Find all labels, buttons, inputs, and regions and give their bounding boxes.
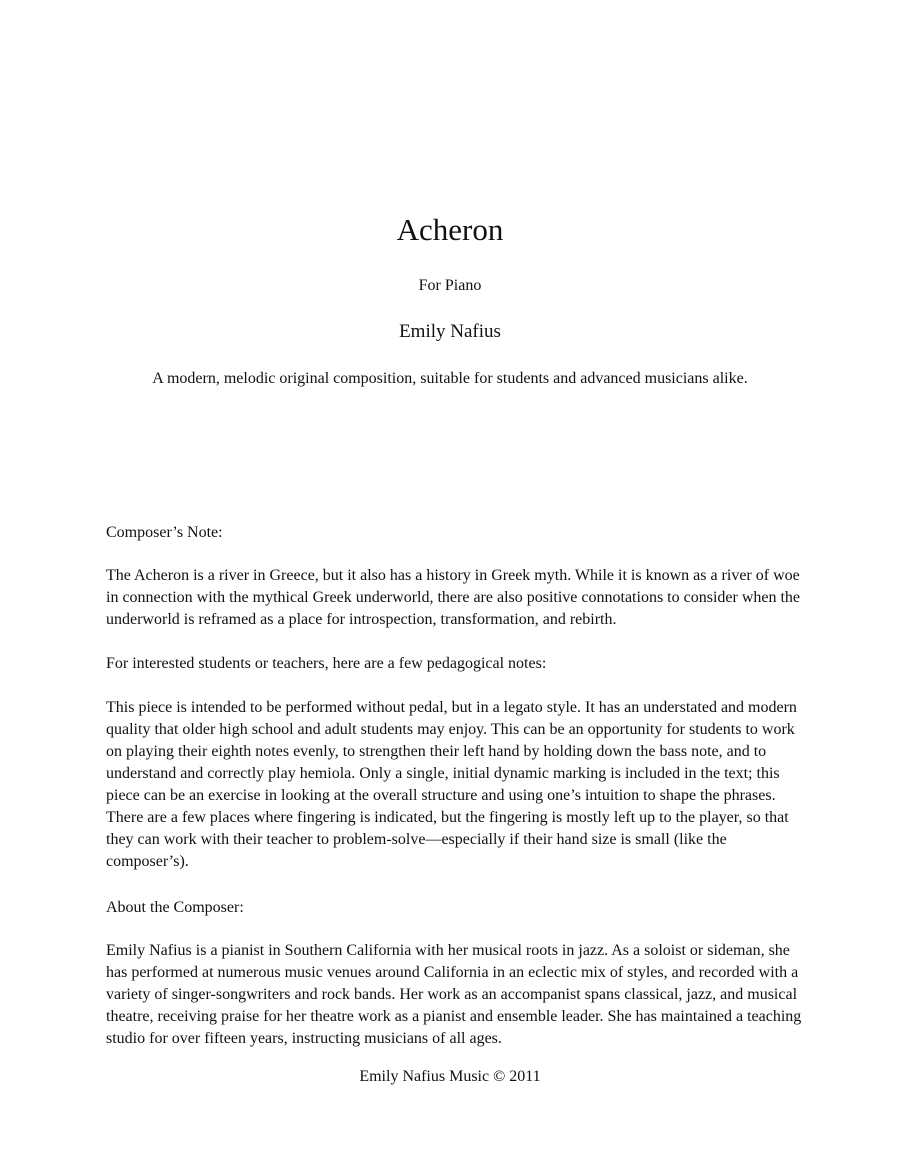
tagline: A modern, melodic original composition, suitable for students and advanced musicians alike. xyxy=(152,370,748,387)
acheron-paragraph-text: The Acheron is a river in Greece, but it also has a history in Greek myth. While it is known as a river of woe in connection with the mythical Greek underworld, there are also positive connotations to consider when the underworld is reframed as a place for introspection, transformation, and rebirth. xyxy=(106,567,801,628)
acheron-paragraph xyxy=(106,565,806,631)
composer-name: Emily Nafius xyxy=(399,321,501,342)
pedagogy-intro xyxy=(106,653,806,675)
about-composer-heading-text: About the Composer: xyxy=(106,899,244,916)
about-composer-paragraph xyxy=(106,940,806,1050)
copyright-footer: Emily Nafius Music © 2011 xyxy=(359,1068,541,1085)
pedagogy-paragraph-text: This piece is intended to be performed without pedal, but in a legato style. It has an understated and modern quality that older high school and adult students may enjoy. This can be an opportunity for students to work on playing their eighth notes evenly, to strengthen their left hand by holding down the bass note, and to understand and correctly play hemiola. Only a single, initial dynamic marking is included in the text; this piece can be an exercise in looking at the overall structure and using one’s intuition to shape the phrases. There are a few places where fingering is indicated, but the fingering is mostly left up to the player, so that they can work with their teacher to problem-solve—especially if their hand size is small (like the composer’s). xyxy=(106,699,797,870)
pedagogy-intro-text: For interested students or teachers, here are a few pedagogical notes: xyxy=(106,655,547,672)
instrument-subtitle: For Piano xyxy=(418,277,482,294)
about-composer-heading xyxy=(106,897,806,919)
composers-note-heading xyxy=(106,522,806,544)
about-composer-paragraph-text: Emily Nafius is a pianist in Southern California with her musical roots in jazz. As a soloist or sideman, she has performed at numerous music venues around California in an eclectic mix of styles, and recorded with a variety of singer-songwriters and rock bands. Her work as an accompanist spans classical, jazz, and musical theatre, receiving praise for her theatre work as a pianist and ensemble leader. She has maintained a teaching studio for over fifteen years, instructing musicians of all ages. xyxy=(106,942,802,1047)
composers-note-heading-text: Composer’s Note: xyxy=(106,524,223,541)
document-title: Acheron xyxy=(396,212,504,247)
pedagogy-paragraph xyxy=(106,697,806,873)
